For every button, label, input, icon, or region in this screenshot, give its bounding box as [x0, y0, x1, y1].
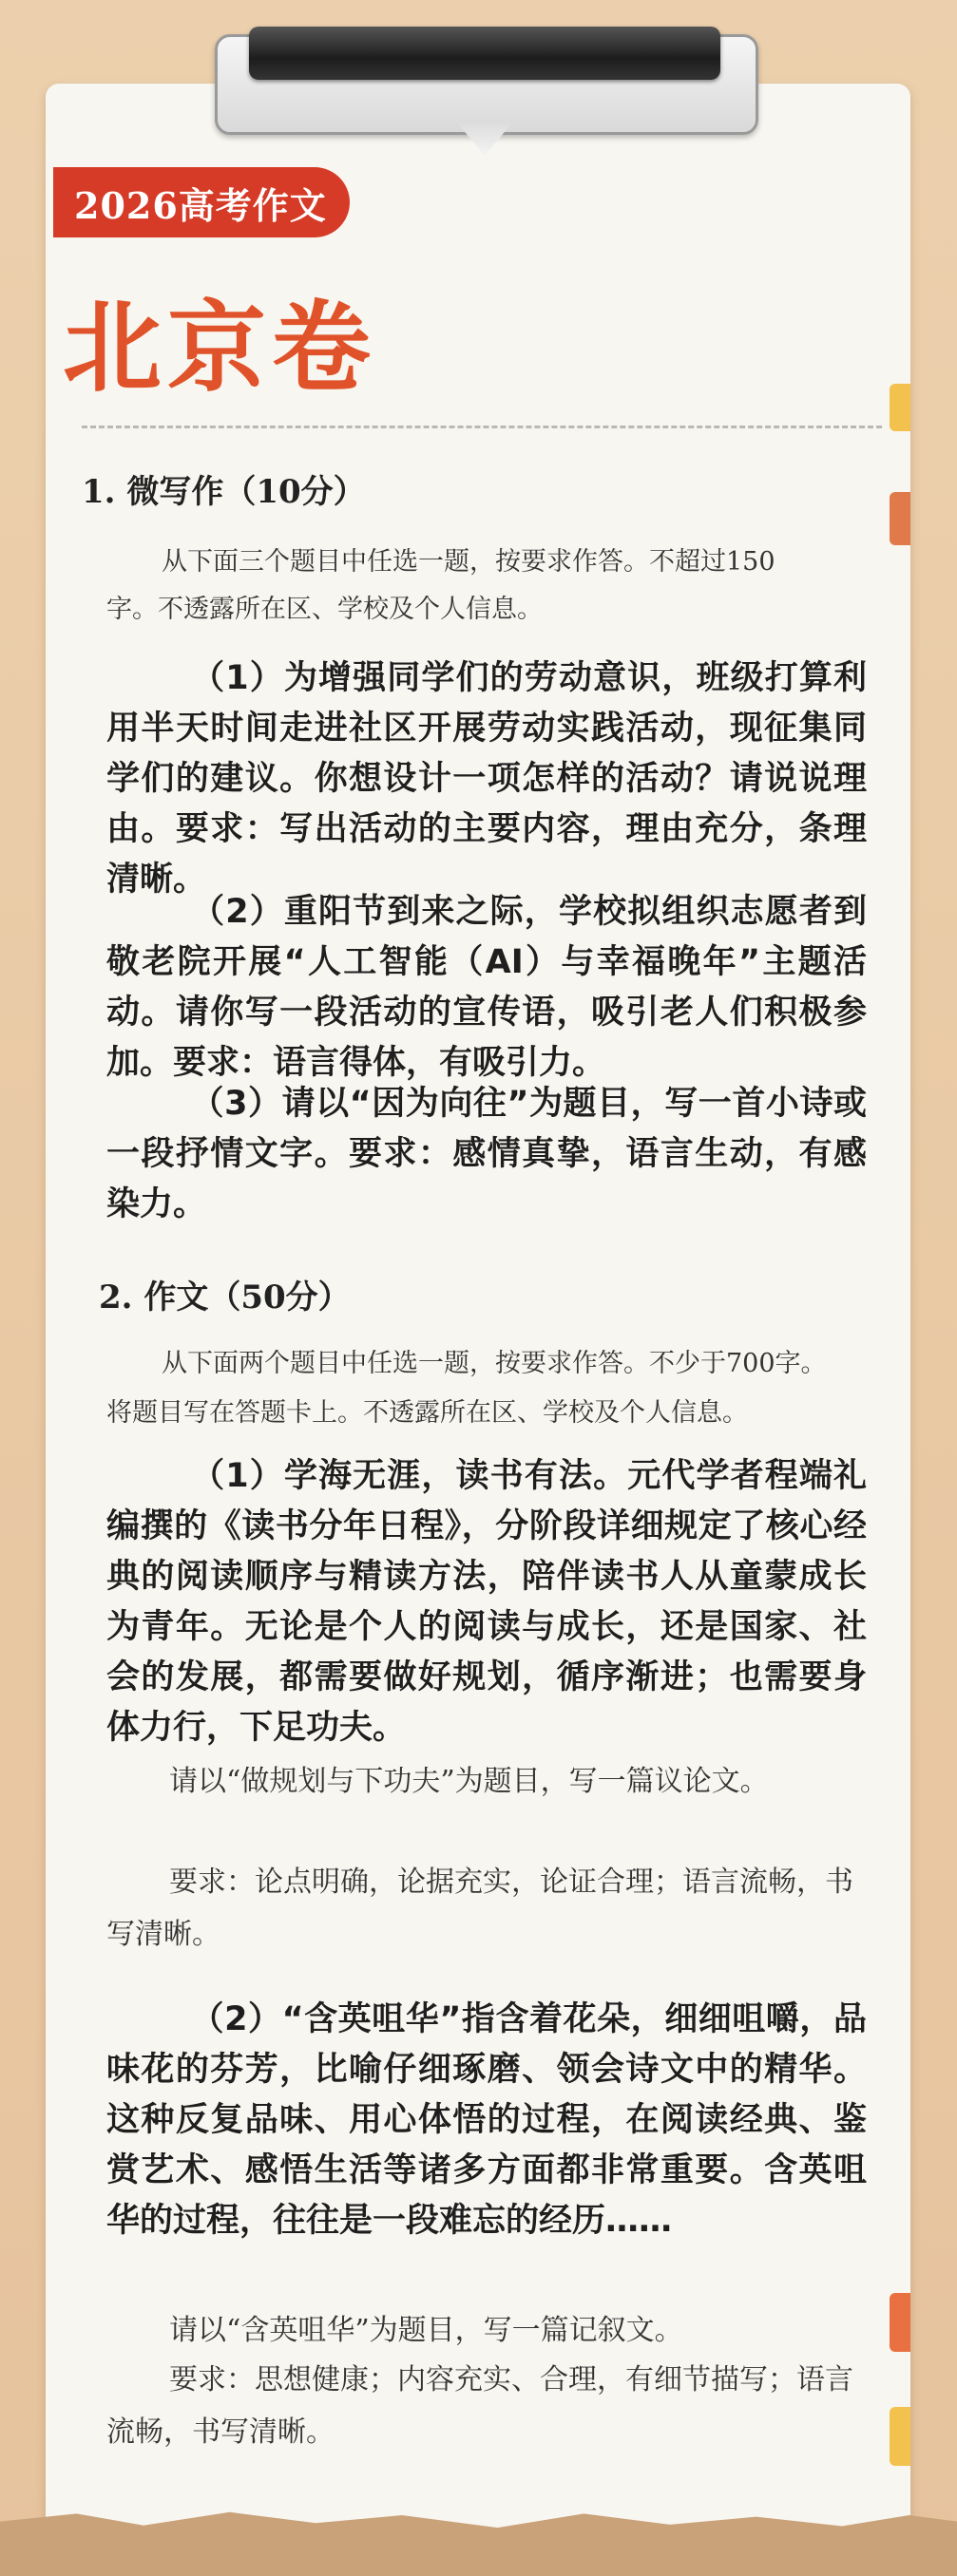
instruction-line: 将题目写在答题卡上。不透露所在区、学校及个人信息。 [106, 1398, 748, 1428]
instruction-line: 从下面两个题目中任选一题，按要求作答。不少于700字。 [162, 1349, 827, 1378]
instruction-line: 字。不透露所在区、学校及个人信息。 [106, 595, 543, 624]
exam-badge: 2026高考作文 [53, 167, 350, 237]
tab-marker-red [890, 492, 910, 545]
section-heading-essay: 2. 作文（50分） [99, 1279, 351, 1316]
tab-marker-red [890, 2293, 910, 2352]
prompt-item: （2）重阳节到来之际，学校拟组织志愿者到敬老院开展“人工智能（AI）与幸福晚年”主题活动。请你写一段活动的宣传语，吸引老人们积极参加。要求：语言得体，有吸引力。 [106, 893, 867, 1082]
prompt-item: （3）请以“因为向往”为题目，写一首小诗或一段抒情文字。要求：感情真挚，语言生动，有感染力。 [106, 1085, 867, 1223]
dashed-divider [82, 426, 882, 428]
essay-prompt: （1）学海无涯，读书有法。元代学者程端礼编撰的《读书分年日程》，分阶段详细规定了核心经典的阅读顺序与精读方法，陪伴读书人从童蒙成长为青年。无论是个人的阅读与成长，还是国家、社会的发展，都需要做好规划，循序渐进；也需要身体力行，下足功夫。 [106, 1457, 867, 1747]
essay-requirements: 要求：论点明确，论据充实，论证合理；语言流畅，书写清晰。 [106, 1866, 853, 1951]
essay-requirements: 要求：思想健康；内容充实、合理，有细节描写；语言流畅，书写清晰。 [106, 2363, 853, 2449]
clip-bar [249, 27, 720, 80]
essay-task: 请以“做规划与下功夫”为题目，写一篇议论文。 [169, 1765, 769, 1798]
prompt-item: （1）为增强同学们的劳动意识，班级打算利用半天时间走进社区开展劳动实践活动，现征集同学们的建议。你想设计一项怎样的活动？请说说理由。要求：写出活动的主要内容，理由充分，条理清晰。 [106, 659, 867, 899]
page-title: 北京卷 [63, 290, 377, 406]
tab-marker-yellow [890, 2407, 910, 2466]
tab-marker-yellow [890, 384, 910, 431]
section-heading-micro-writing: 1. 微写作（10分） [82, 473, 366, 511]
essay-prompt: （2）“含英咀华”指含着花朵，细细咀嚼，品味花的芬芳，比喻仔细琢磨、领会诗文中的精华。这种反复品味、用心体悟的过程，在阅读经典、鉴赏艺术、感悟生活等诸多方面都非常重要。含英咀华的过程，往往是一段难忘的经历…… [106, 2000, 867, 2240]
essay-task: 请以“含英咀华”为题目，写一篇记叙文。 [169, 2314, 683, 2347]
instruction-line: 从下面三个题目中任选一题，按要求作答。不超过150 [162, 547, 775, 577]
